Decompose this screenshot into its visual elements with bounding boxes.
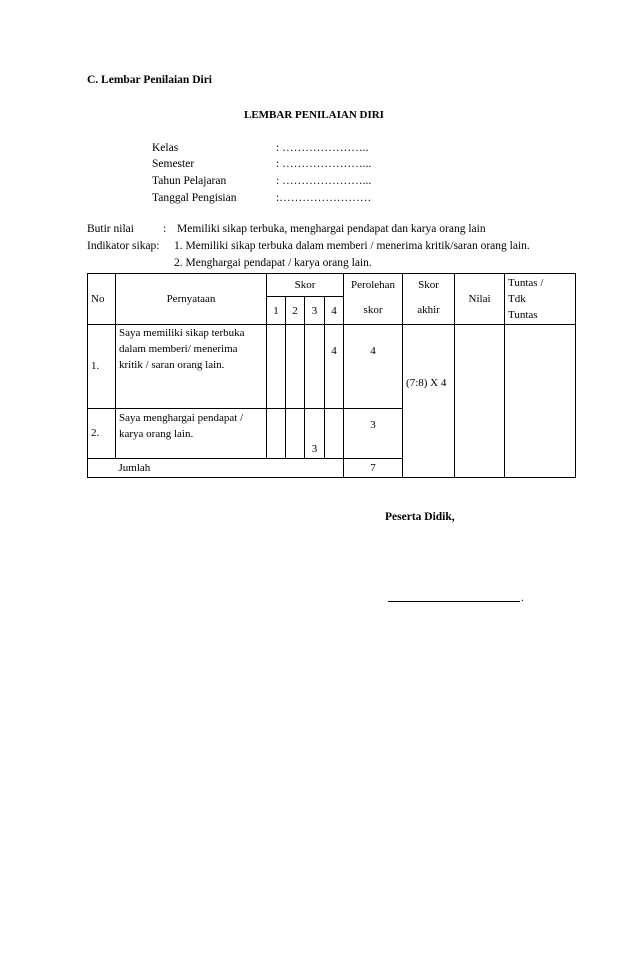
- indikator-label: Indikator sikap:: [87, 240, 160, 252]
- row-skor-4: 4: [325, 325, 344, 409]
- row-perolehan: 3: [344, 409, 403, 459]
- row-no: 1.: [88, 325, 116, 409]
- info-label-kelas: Kelas: [152, 142, 179, 154]
- row-pernyataan: Saya memiliki sikap terbuka dalam memberi/ menerima kritik / saran orang lain.: [116, 325, 267, 409]
- row-skor-2: [286, 325, 305, 409]
- indikator-line-2: 2. Menghargai pendapat / karya orang lain.: [174, 257, 372, 269]
- jumlah-no: [88, 459, 116, 478]
- info-value-kelas: : …………………..: [276, 142, 369, 154]
- signature-period: .: [521, 592, 524, 604]
- butir-label: Butir nilai: [87, 223, 134, 235]
- row-skor-2: [286, 409, 305, 459]
- jumlah-label: Jumlah: [116, 459, 344, 478]
- form-title: LEMBAR PENILAIAN DIRI: [244, 109, 384, 121]
- header-skor-2: 2: [286, 297, 305, 325]
- info-label-tanggal: Tanggal Pengisian: [152, 192, 237, 204]
- header-tuntas-1: Tuntas /: [508, 277, 544, 289]
- header-tuntas-2: Tdk: [508, 293, 526, 305]
- header-skor-1: 1: [267, 297, 286, 325]
- row-skor-1: [267, 409, 286, 459]
- row-skor-3: [305, 325, 325, 409]
- info-label-tahun: Tahun Pelajaran: [152, 175, 227, 187]
- header-tuntas-3: Tuntas: [508, 309, 538, 321]
- row-no: 2.: [88, 409, 116, 459]
- info-label-semester: Semester: [152, 158, 195, 170]
- header-perolehan-sub: skor: [344, 297, 403, 325]
- header-skor: Skor: [267, 274, 344, 297]
- butir-sep: :: [163, 223, 167, 235]
- nilai-cell: [455, 325, 505, 478]
- jumlah-value: 7: [344, 459, 403, 478]
- table-row: [88, 325, 576, 409]
- header-no: No: [88, 274, 116, 325]
- header-skor-4: 4: [325, 297, 344, 325]
- row-pernyataan: Saya menghargai pendapat / karya orang lain.: [116, 409, 267, 459]
- assessment-table: [87, 273, 576, 478]
- header-pernyataan: Pernyataan: [116, 274, 267, 325]
- row-skor-1: [267, 325, 286, 409]
- info-value-tanggal: :……………………: [276, 192, 372, 204]
- header-tuntas: [505, 274, 576, 325]
- info-value-tahun: : …………………...: [276, 175, 372, 187]
- row-skor-3: 3: [305, 409, 325, 459]
- header-skor-akhir: Skor: [403, 274, 455, 297]
- row-skor-4: [325, 409, 344, 459]
- header-nilai: Nilai: [455, 274, 505, 325]
- info-value-semester: : …………………...: [276, 158, 372, 170]
- row-perolehan: 4: [344, 325, 403, 409]
- butir-text: Memiliki sikap terbuka, menghargai pendapat dan karya orang lain: [177, 223, 486, 235]
- indikator-line-1: 1. Memiliki sikap terbuka dalam memberi / menerima kritik/saran orang lain.: [174, 240, 530, 252]
- signature-line: [388, 601, 520, 602]
- tuntas-cell: [505, 325, 576, 478]
- skor-akhir-value: (7:8) X 4: [403, 325, 455, 478]
- header-skor-3: 3: [305, 297, 325, 325]
- section-title: C. Lembar Penilaian Diri: [87, 74, 213, 86]
- signature-label: Peserta Didik,: [385, 511, 455, 523]
- header-skor-akhir-sub: akhir: [403, 297, 455, 325]
- header-perolehan: Perolehan: [344, 274, 403, 297]
